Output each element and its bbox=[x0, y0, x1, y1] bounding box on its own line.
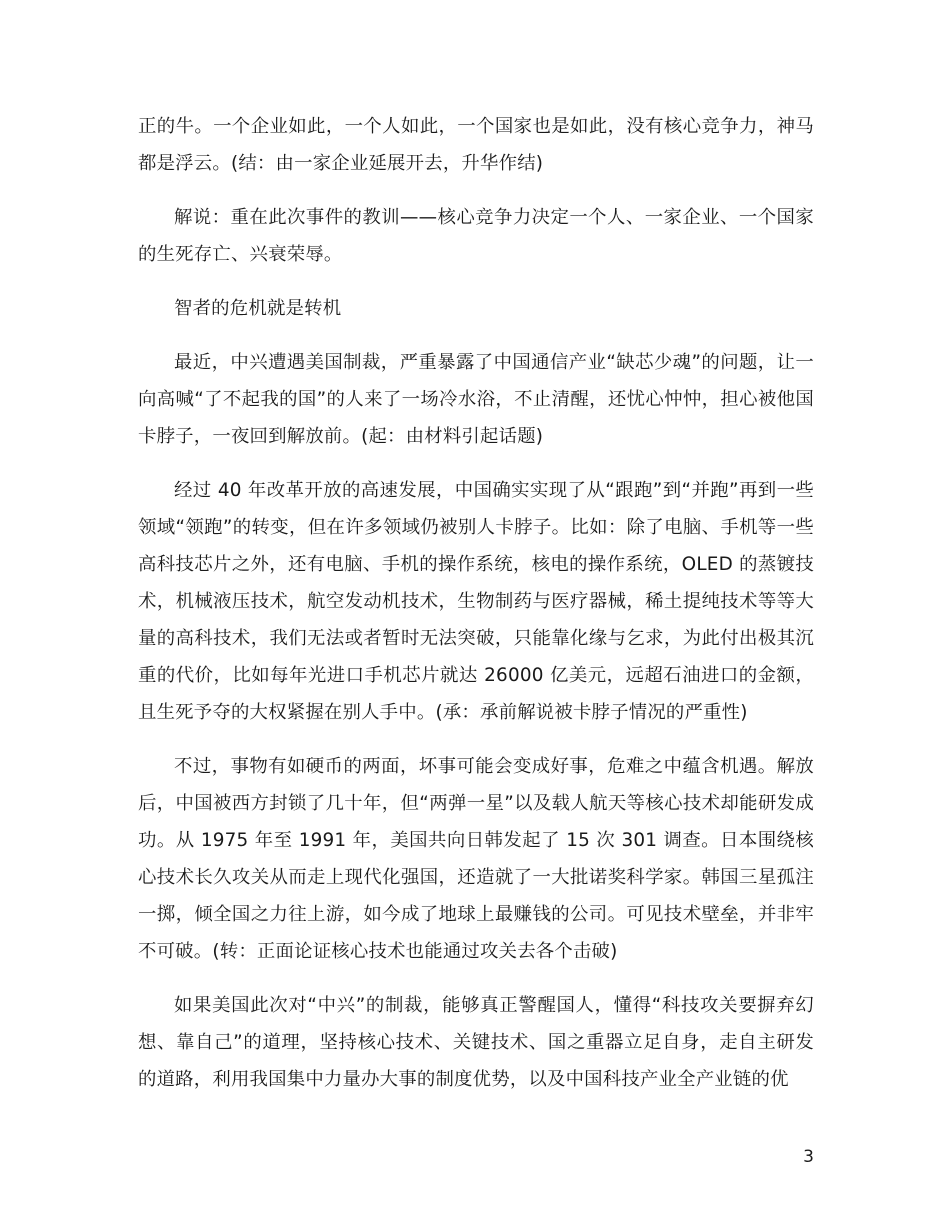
page-number: 3 bbox=[803, 1147, 814, 1167]
paragraph-commentary: 解说：重在此次事件的教训——核心竞争力决定一个人、一家企业、一个国家的生死存亡、兴衰荣辱。 bbox=[138, 207, 814, 265]
document-body bbox=[138, 108, 814, 1115]
paragraph-opening: 最近，中兴遭遇美国制裁，严重暴露了中国通信产业“缺芯少魂”的问题，让一向高喊“了不起我的国”的人来了一场冷水浴，不止清醒，还忧心忡忡，担心被他国卡脖子，一夜回到解放前。(起：由材料引起话题) bbox=[138, 352, 814, 447]
paragraph-continued: 正的牛。一个企业如此，一个人如此，一个国家也是如此，没有核心竞争力，神马都是浮云。(结：由一家企业延展开去，升华作结) bbox=[138, 116, 814, 174]
paragraph-conclusion: 如果美国此次对“中兴”的制裁，能够真正警醒国人，懂得“科技攻关要摒弃幻想、靠自己”的道理，坚持核心技术、关键技术、国之重器立足自身，走自主研发的道路，利用我国集中力量办大事的制度优势，以及中国科技产业全产业链的优 bbox=[138, 995, 814, 1090]
paragraph-development: 经过 40 年改革开放的高速发展，中国确实实现了从“跟跑”到“并跑”再到一些领域“领跑”的转变，但在许多领域仍被别人卡脖子。比如：除了电脑、手机等一些高科技芯片之外，还有电脑、手机的操作系统，核电的操作系统，OLED 的蒸镀技术，机械液压技术，航空发动机技术，生物制药与医疗器械，稀土提纯技术等等大量的高科技术，我们无法或者暂时无法突破，只能靠化缘与乞求，为此付出极其沉重的代价，比如每年光进口手机芯片就达 26000 亿美元，远超石油进口的金额，且生死予夺的大权紧握在别人手中。(承：承前解说被卡脖子情况的严重性) bbox=[138, 480, 814, 723]
paragraph-turn: 不过，事物有如硬币的两面，坏事可能会变成好事，危难之中蕴含机遇。解放后，中国被西方封锁了几十年，但“两弹一星”以及载人航天等核心技术却能研发成功。从 1975 年至 1991 年，美国共向日韩发起了 15 次 301 调查。日本围绕核心技术长久攻关从而走上现代化强国，还造就了一大批诺奖科学家。韩国三星孤注一掷，倾全国之力往上游，如今成了地球上最赚钱的公司。可见技术壁垒，并非牢不可破。(转：正面论证核心技术也能通过攻关去各个击破) bbox=[138, 756, 814, 962]
essay-title: 智者的危机就是转机 bbox=[174, 298, 342, 319]
